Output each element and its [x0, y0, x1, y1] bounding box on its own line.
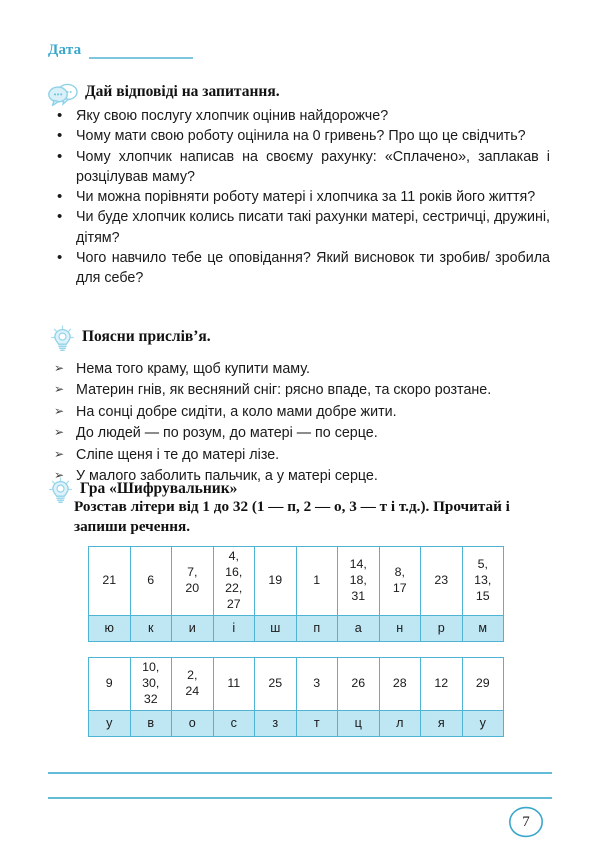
cipher-table-2 [88, 657, 504, 737]
letter-cell: і [213, 615, 255, 641]
list-item: ➢ На сонці добре сидіти, а коло мами добре жити. [50, 402, 555, 423]
date-row [48, 42, 193, 59]
list-item: • Чи буде хлопчик колись писати такі рахунки матері, сестричці, дружині, дітям? [50, 207, 550, 248]
list-item: • Чи можна порівняти роботу матері і хлопчика за 11 років його життя? [50, 187, 550, 207]
table-row-numbers [89, 547, 504, 616]
speech-bubbles-icon [48, 83, 78, 106]
list-item: ➢ Нема того краму, щоб купити маму. [50, 359, 555, 380]
proverbs-section-title: Поясни прислів’я. [82, 328, 211, 345]
cipher-table-1 [88, 546, 504, 642]
number-cell: 10, 30, 32 [130, 658, 172, 711]
letter-cell: и [172, 615, 214, 641]
number-cell: 6 [130, 547, 172, 616]
list-item: ➢ У малого заболить пальчик, а у матері серце. [50, 466, 555, 487]
number-cell: 19 [255, 547, 297, 616]
letter-cell: а [338, 615, 380, 641]
number-cell: 2, 24 [172, 658, 214, 711]
list-item: • Яку свою послугу хлопчик оцінив найдорожче? [50, 106, 550, 126]
number-cell: 14, 18, 31 [338, 547, 380, 616]
list-item: • Чому мати свою роботу оцінила на 0 гривень? Про що це свідчить? [50, 126, 550, 146]
letter-cell: ц [338, 710, 380, 736]
number-cell: 11 [213, 658, 255, 711]
letter-cell: ш [255, 615, 297, 641]
page-number-value: 7 [522, 813, 530, 830]
game-instruction: Розстав літери від 1 до 32 (1 — п, 2 — о, 3 — т і т.д.). Прочитай і запиши речення. [74, 498, 510, 536]
proverbs-list [50, 359, 555, 488]
letter-cell: п [296, 615, 338, 641]
writing-line[interactable] [48, 797, 552, 799]
list-item: ➢ Сліпе щеня і те до матері лізе. [50, 445, 555, 466]
number-cell: 21 [89, 547, 131, 616]
number-cell: 29 [462, 658, 504, 711]
letter-cell: я [421, 710, 463, 736]
letter-cell: в [130, 710, 172, 736]
number-cell: 7, 20 [172, 547, 214, 616]
table-row-numbers [89, 658, 504, 711]
writing-line[interactable] [48, 772, 552, 774]
table-row-letters [89, 615, 504, 641]
number-cell: 8, 17 [379, 547, 421, 616]
letter-cell: н [379, 615, 421, 641]
letter-cell: к [130, 615, 172, 641]
number-cell: 28 [379, 658, 421, 711]
number-cell: 26 [338, 658, 380, 711]
questions-section-heading [48, 82, 280, 106]
number-cell: 12 [421, 658, 463, 711]
list-item: • Чого навчило тебе це оповідання? Який висновок ти зробив/ зробила для себе? [50, 248, 550, 289]
letter-cell: м [462, 615, 504, 641]
number-cell: 4, 16, 22, 27 [213, 547, 255, 616]
letter-cell: о [172, 710, 214, 736]
letter-cell: л [379, 710, 421, 736]
list-item: ➢ Материн гнів, як весняний сніг: рясно впаде, та скоро розтане. [50, 380, 555, 401]
letter-cell: ю [89, 615, 131, 641]
number-cell: 3 [296, 658, 338, 711]
questions-list [50, 106, 550, 289]
date-input-blank[interactable] [89, 45, 193, 59]
letter-cell: у [89, 710, 131, 736]
letter-cell: т [296, 710, 338, 736]
letter-cell: с [213, 710, 255, 736]
letter-cell: у [462, 710, 504, 736]
number-cell: 9 [89, 658, 131, 711]
number-cell: 23 [421, 547, 463, 616]
letter-cell: р [421, 615, 463, 641]
number-cell: 5, 13, 15 [462, 547, 504, 616]
list-item: • Чому хлопчик написав на своєму рахунку: «Сплачено», заплакав і розцілував маму? [50, 147, 550, 188]
game-section-title: Гра «Шифрувальник» [80, 480, 238, 497]
page-number [508, 806, 544, 838]
letter-cell: з [255, 710, 297, 736]
questions-section-title: Дай відповіді на запитання. [85, 83, 280, 100]
lightbulb-icon [50, 325, 75, 353]
number-cell: 1 [296, 547, 338, 616]
proverbs-section-heading [50, 327, 211, 353]
number-cell: 25 [255, 658, 297, 711]
list-item: ➢ До людей — по розум, до матері — по серце. [50, 423, 555, 444]
date-label: Дата [48, 42, 82, 58]
table-row-letters [89, 710, 504, 736]
lightbulb-icon [48, 477, 73, 505]
